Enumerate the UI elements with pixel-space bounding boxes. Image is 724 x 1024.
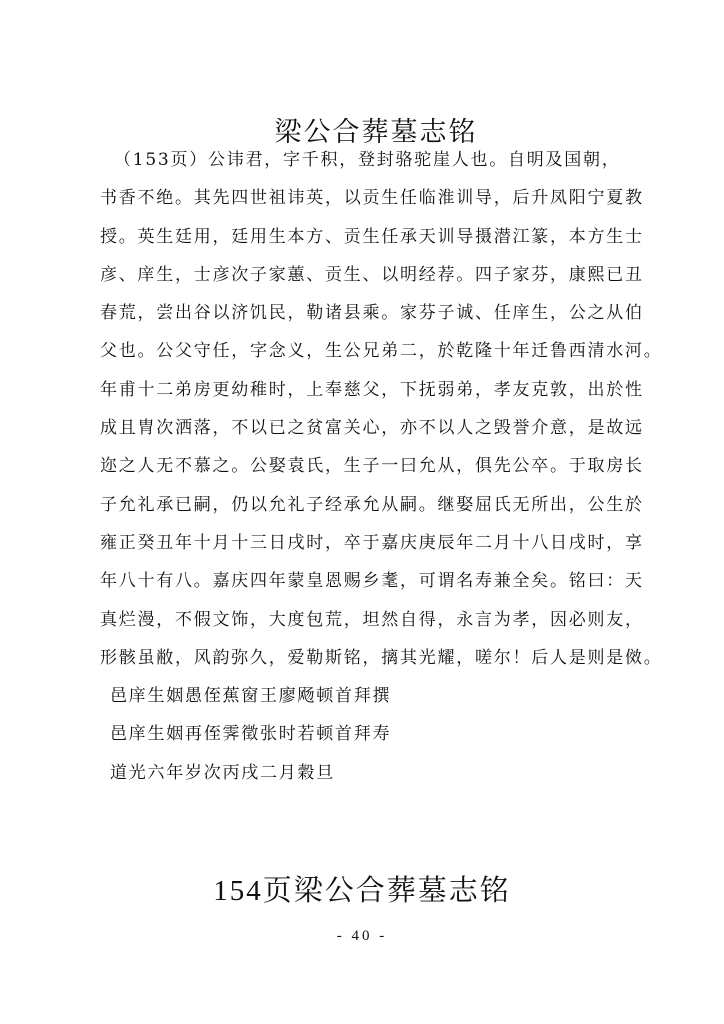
text-line: 成且胄次洒落，不以已之贫富关心，亦不以人之毁誉介意，是故远 bbox=[100, 418, 644, 439]
text-line: 雍正癸丑年十月十三日戌时，卒于嘉庆庚辰年二月十八日戌时，享 bbox=[100, 532, 644, 553]
text-line: 真烂漫，不假文饰，大度包荒，坦然自得，永言为孝，因必则友， bbox=[100, 609, 644, 630]
next-section-title: 154页梁公合葬墓志铭 bbox=[213, 875, 511, 907]
text-line: 年甫十二弟房更幼稚时，上奉慈父，下抚弱弟，孝友克敦，出於性 bbox=[100, 379, 644, 400]
signature-line: 邑庠生姻再侄霁徵张时若顿首拜寿 bbox=[110, 724, 392, 745]
text-line: 年八十有八。嘉庆四年蒙皇恩赐乡耄，可谓名寿兼全矣。铭曰：天 bbox=[100, 571, 644, 592]
text-line: （153页）公讳君，字千积，登封骆驼崖人也。自明及国朝， bbox=[114, 150, 621, 170]
text-line: 书香不绝。其先四世祖讳英，以贡生任临淮训导，后升凤阳宁夏教 bbox=[100, 188, 644, 209]
text-line: 授。英生廷用，廷用生本方、贡生任承天训导摄潜江篆，本方生士 bbox=[100, 226, 644, 247]
text-line: 子允礼承已嗣，仍以允礼子经承允从嗣。继娶屈氏无所出，公生於 bbox=[100, 494, 644, 515]
signature-line: 邑庠生姻愚侄蕉窗王廖飏顿首拜撰 bbox=[110, 686, 392, 707]
text-line: 父也。公父守任，字念义，生公兄弟二，於乾隆十年迁鲁西清水河。 bbox=[100, 341, 663, 362]
date-line: 道光六年岁次丙戌二月穀旦 bbox=[110, 762, 335, 783]
text-line: 形骸虽敝，风韵弥久，爱勒斯铭，摛其光耀，嗟尔！后人是则是傚。 bbox=[100, 647, 663, 668]
text-line: 迩之人无不慕之。公娶袁氏，生子一曰允从，俱先公卒。于取房长 bbox=[100, 456, 644, 477]
text-line: 彦、庠生，士彦次子家蕙、贡生、以明经荐。四子家芬，康熙已丑 bbox=[100, 264, 644, 285]
epitaph-body bbox=[100, 141, 680, 792]
page-number: - 40 - bbox=[336, 928, 388, 944]
text-line: 春荒，尝出谷以济饥民，勒诸县乘。家芬子诚、任庠生，公之从伯 bbox=[100, 303, 644, 324]
document-title: 梁公合葬墓志铭 bbox=[274, 117, 478, 148]
